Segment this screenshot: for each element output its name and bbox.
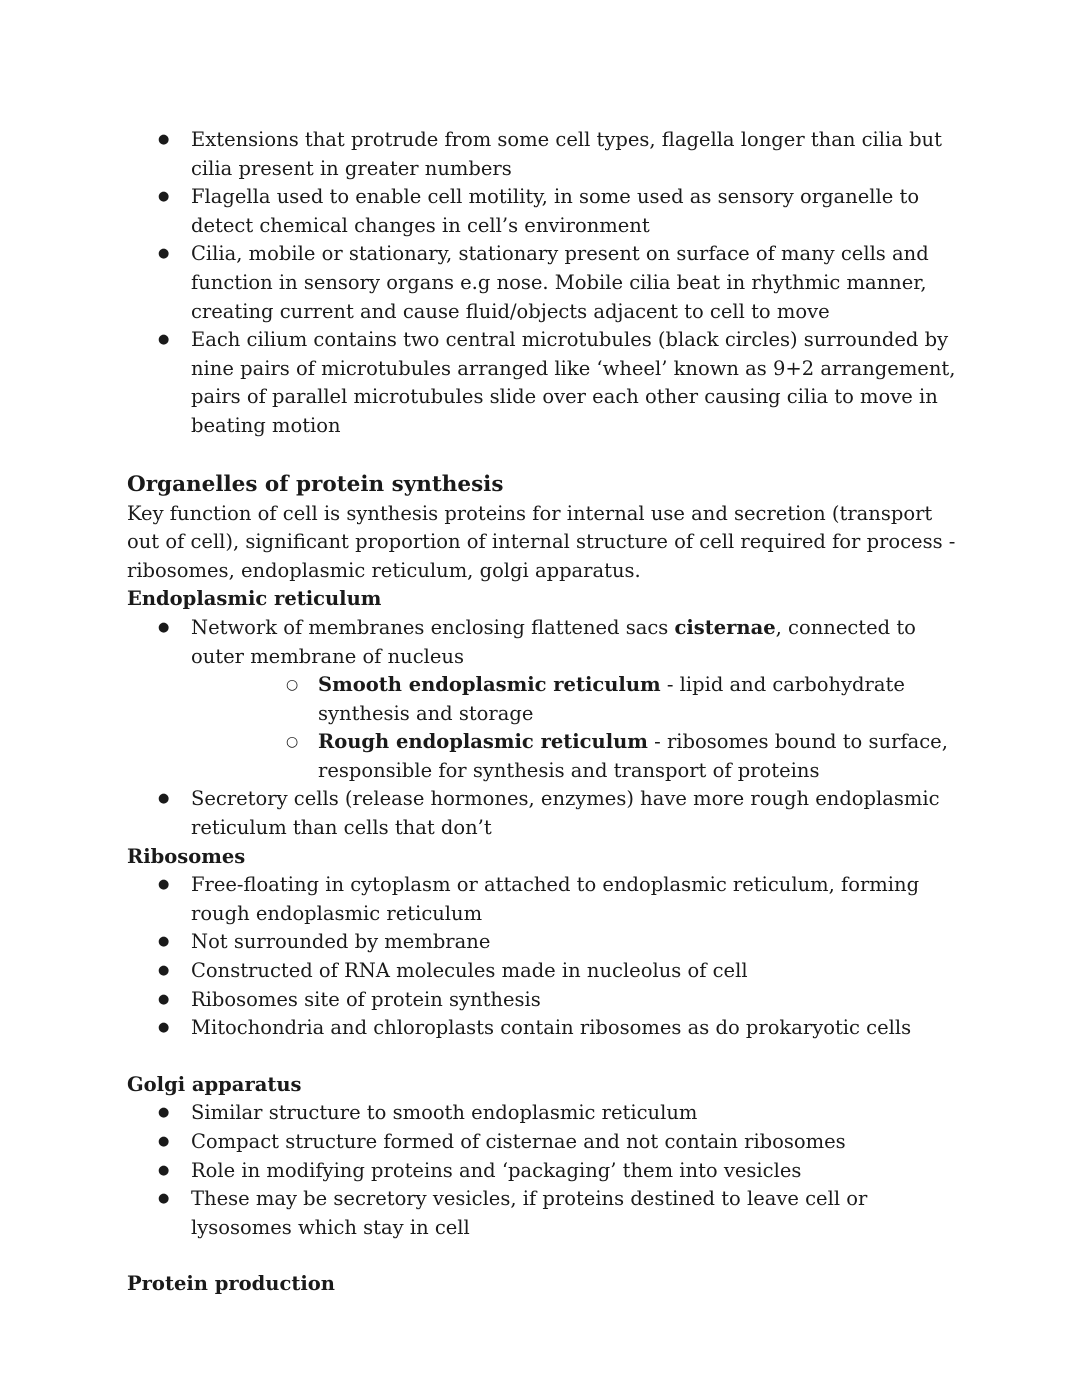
list-item: ● Network of membranes enclosing flattened sacs cisternae, connected to outer membrane of nucleus ○ Smooth endoplasmic reticulum - lipid and carbohydrate synthesis and storage ○ Rough endoplasmic reticulum - ribosomes bound to surface, responsible for synthesis and transport of proteins bbox=[127, 614, 957, 786]
list-item: ● Extensions that protrude from some cell types, flagella longer than cilia but cilia present in greater numbers bbox=[127, 126, 957, 183]
cilia-bullet-list bbox=[127, 126, 957, 441]
list-item: ● Role in modifying proteins and ‘packaging’ them into vesicles bbox=[127, 1157, 957, 1186]
list-item: ● Flagella used to enable cell motility, in some used as sensory organelle to detect chemical changes in cell’s environment bbox=[127, 183, 957, 240]
list-item: ● Ribosomes site of protein synthesis bbox=[127, 986, 957, 1015]
er-bullet-list bbox=[127, 614, 957, 843]
subheading-ribosomes: Ribosomes bbox=[127, 844, 246, 868]
list-item: ● Secretory cells (release hormones, enzymes) have more rough endoplasmic reticulum than cells that don’t bbox=[127, 785, 957, 842]
section-heading-protein-synthesis: Organelles of protein synthesis bbox=[127, 471, 504, 497]
document-content bbox=[127, 126, 957, 1299]
list-item: ● Each cilium contains two central microtubules (black circles) surrounded by nine pairs of microtubules arranged like ‘wheel’ known as 9+2 arrangement, pairs of parallel microtubules slide over each other causing cilia to move in beating motion bbox=[127, 326, 957, 440]
sub-list-item: ○ Rough endoplasmic reticulum - ribosomes bound to surface, responsible for synthesis and transport of proteins bbox=[191, 728, 957, 785]
ribosomes-bullet-list bbox=[127, 871, 957, 1043]
subheading-golgi-apparatus: Golgi apparatus bbox=[127, 1072, 302, 1096]
list-item: ● Compact structure formed of cisternae and not contain ribosomes bbox=[127, 1128, 957, 1157]
list-item: ● Similar structure to smooth endoplasmic reticulum bbox=[127, 1099, 957, 1128]
er-sub-list bbox=[191, 671, 957, 785]
term-rough-er: Rough endoplasmic reticulum bbox=[318, 730, 648, 754]
subheading-endoplasmic-reticulum: Endoplasmic reticulum bbox=[127, 587, 382, 611]
list-item: ● Constructed of RNA molecules made in nucleolus of cell bbox=[127, 957, 957, 986]
sub-list-item: ○ Smooth endoplasmic reticulum - lipid and carbohydrate synthesis and storage bbox=[191, 671, 957, 728]
list-item: ● Free-floating in cytoplasm or attached to endoplasmic reticulum, forming rough endoplasmic reticulum bbox=[127, 871, 957, 928]
term-cisternae: cisternae bbox=[674, 615, 776, 639]
list-item: ● Mitochondria and chloroplasts contain ribosomes as do prokaryotic cells bbox=[127, 1014, 957, 1043]
golgi-bullet-list bbox=[127, 1099, 957, 1242]
list-item: ● Not surrounded by membrane bbox=[127, 928, 957, 957]
list-item: ● These may be secretory vesicles, if proteins destined to leave cell or lysosomes which stay in cell bbox=[127, 1185, 957, 1242]
subheading-protein-production: Protein production bbox=[127, 1272, 335, 1296]
list-item: ● Cilia, mobile or stationary, stationary present on surface of many cells and function in sensory organs e.g nose. Mobile cilia beat in rhythmic manner, creating current and cause fluid/objects adjacent to cell to move bbox=[127, 240, 957, 326]
intro-paragraph: Key function of cell is synthesis proteins for internal use and secretion (transport out of cell), significant proportion of internal structure of cell required for process - ribosomes, endoplasmic reticulum, golgi apparatus. bbox=[127, 501, 956, 582]
term-smooth-er: Smooth endoplasmic reticulum bbox=[318, 673, 661, 697]
